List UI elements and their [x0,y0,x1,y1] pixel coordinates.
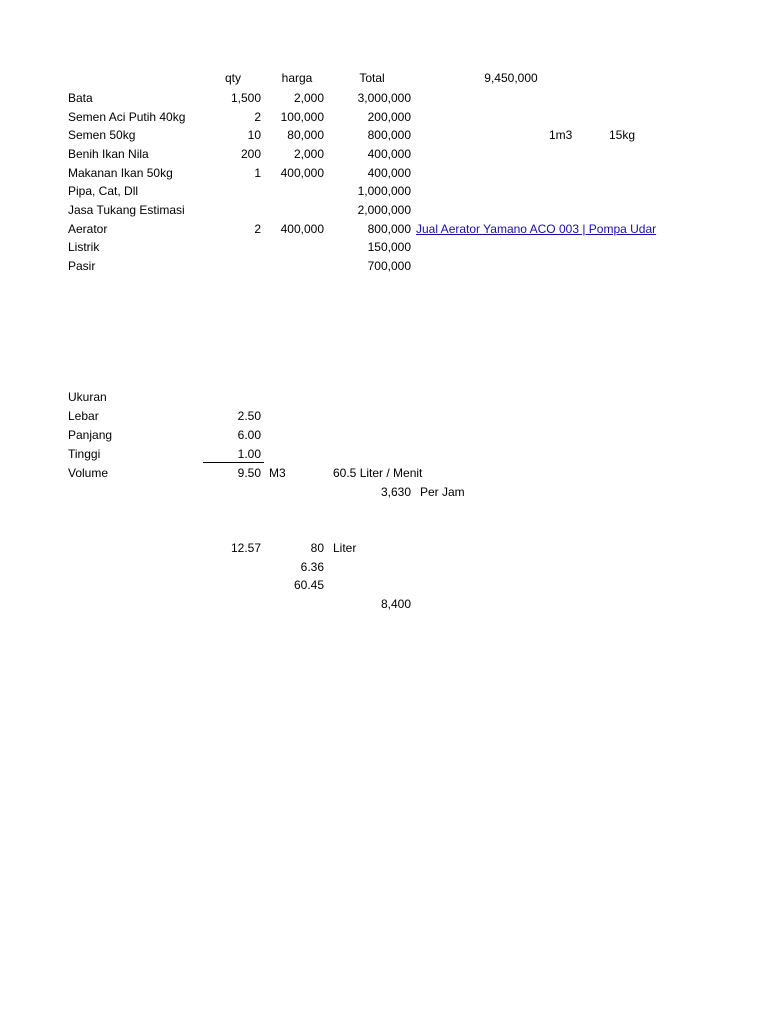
item-harga: 100,000 [280,110,324,124]
calc-unit-liter: Liter [333,541,357,555]
grand-total: 9,450,000 [484,71,538,85]
header-qty: qty [224,71,241,85]
item-qty: 1,500 [230,91,261,105]
flow-rate: 60.5 Liter / Menit [333,466,423,480]
item-total: 2,000,000 [357,203,411,217]
item-total: 400,000 [367,166,411,180]
unit-volume-note: 1m3 [549,128,573,142]
per-hour-label: Per Jam [420,485,465,499]
item-harga: 400,000 [280,222,324,236]
lebar-value: 2.50 [237,409,261,423]
item-qty: 1 [254,166,261,180]
panjang-label: Panjang [68,428,113,442]
volume-unit: M3 [269,466,286,480]
item-name: Semen Aci Putih 40kg [68,110,186,124]
unit-weight-note: 15kg [609,128,636,142]
item-harga: 400,000 [280,166,324,180]
item-total: 3,000,000 [357,91,411,105]
item-total: 150,000 [367,240,411,254]
dimensions-title: Ukuran [68,390,107,404]
item-name: Pasir [68,259,96,273]
header-harga: harga [281,71,313,85]
item-name: Jasa Tukang Estimasi [68,203,185,217]
calc-value-c: 6.36 [300,560,324,574]
item-qty: 10 [247,128,261,142]
item-name: Aerator [68,222,108,236]
item-total: 400,000 [367,147,411,161]
volume-label: Volume [68,466,109,480]
calc-value-a: 12.57 [230,541,261,555]
calc-value-d: 60.45 [293,578,324,592]
item-name: Pipa, Cat, Dll [68,184,139,198]
item-name: Benih Ikan Nila [68,147,149,161]
item-qty: 2 [254,110,261,124]
lebar-label: Lebar [68,409,99,423]
item-harga: 80,000 [287,128,324,142]
item-qty: 200 [240,147,261,161]
calc-value-e: 8,400 [380,597,411,611]
item-name: Listrik [68,240,100,254]
item-harga: 2,000 [293,91,324,105]
item-total: 800,000 [367,222,411,236]
sum-underline [203,462,264,463]
item-harga: 2,000 [293,147,324,161]
item-name: Bata [68,91,93,105]
volume-value: 9.50 [237,466,261,480]
item-total: 800,000 [367,128,411,142]
panjang-value: 6.00 [237,428,261,442]
item-total: 700,000 [367,259,411,273]
aerator-product-link[interactable]: Jual Aerator Yamano ACO 003 | Pompa Udar [416,222,657,236]
tinggi-label: Tinggi [68,447,101,461]
item-name: Makanan Ikan 50kg [68,166,173,180]
item-name: Semen 50kg [68,128,136,142]
item-total: 1,000,000 [357,184,411,198]
tinggi-value: 1.00 [237,447,261,461]
calc-value-b: 80 [310,541,324,555]
header-total: Total [359,71,385,85]
per-hour-value: 3,630 [380,485,411,499]
item-total: 200,000 [367,110,411,124]
item-qty: 2 [254,222,261,236]
